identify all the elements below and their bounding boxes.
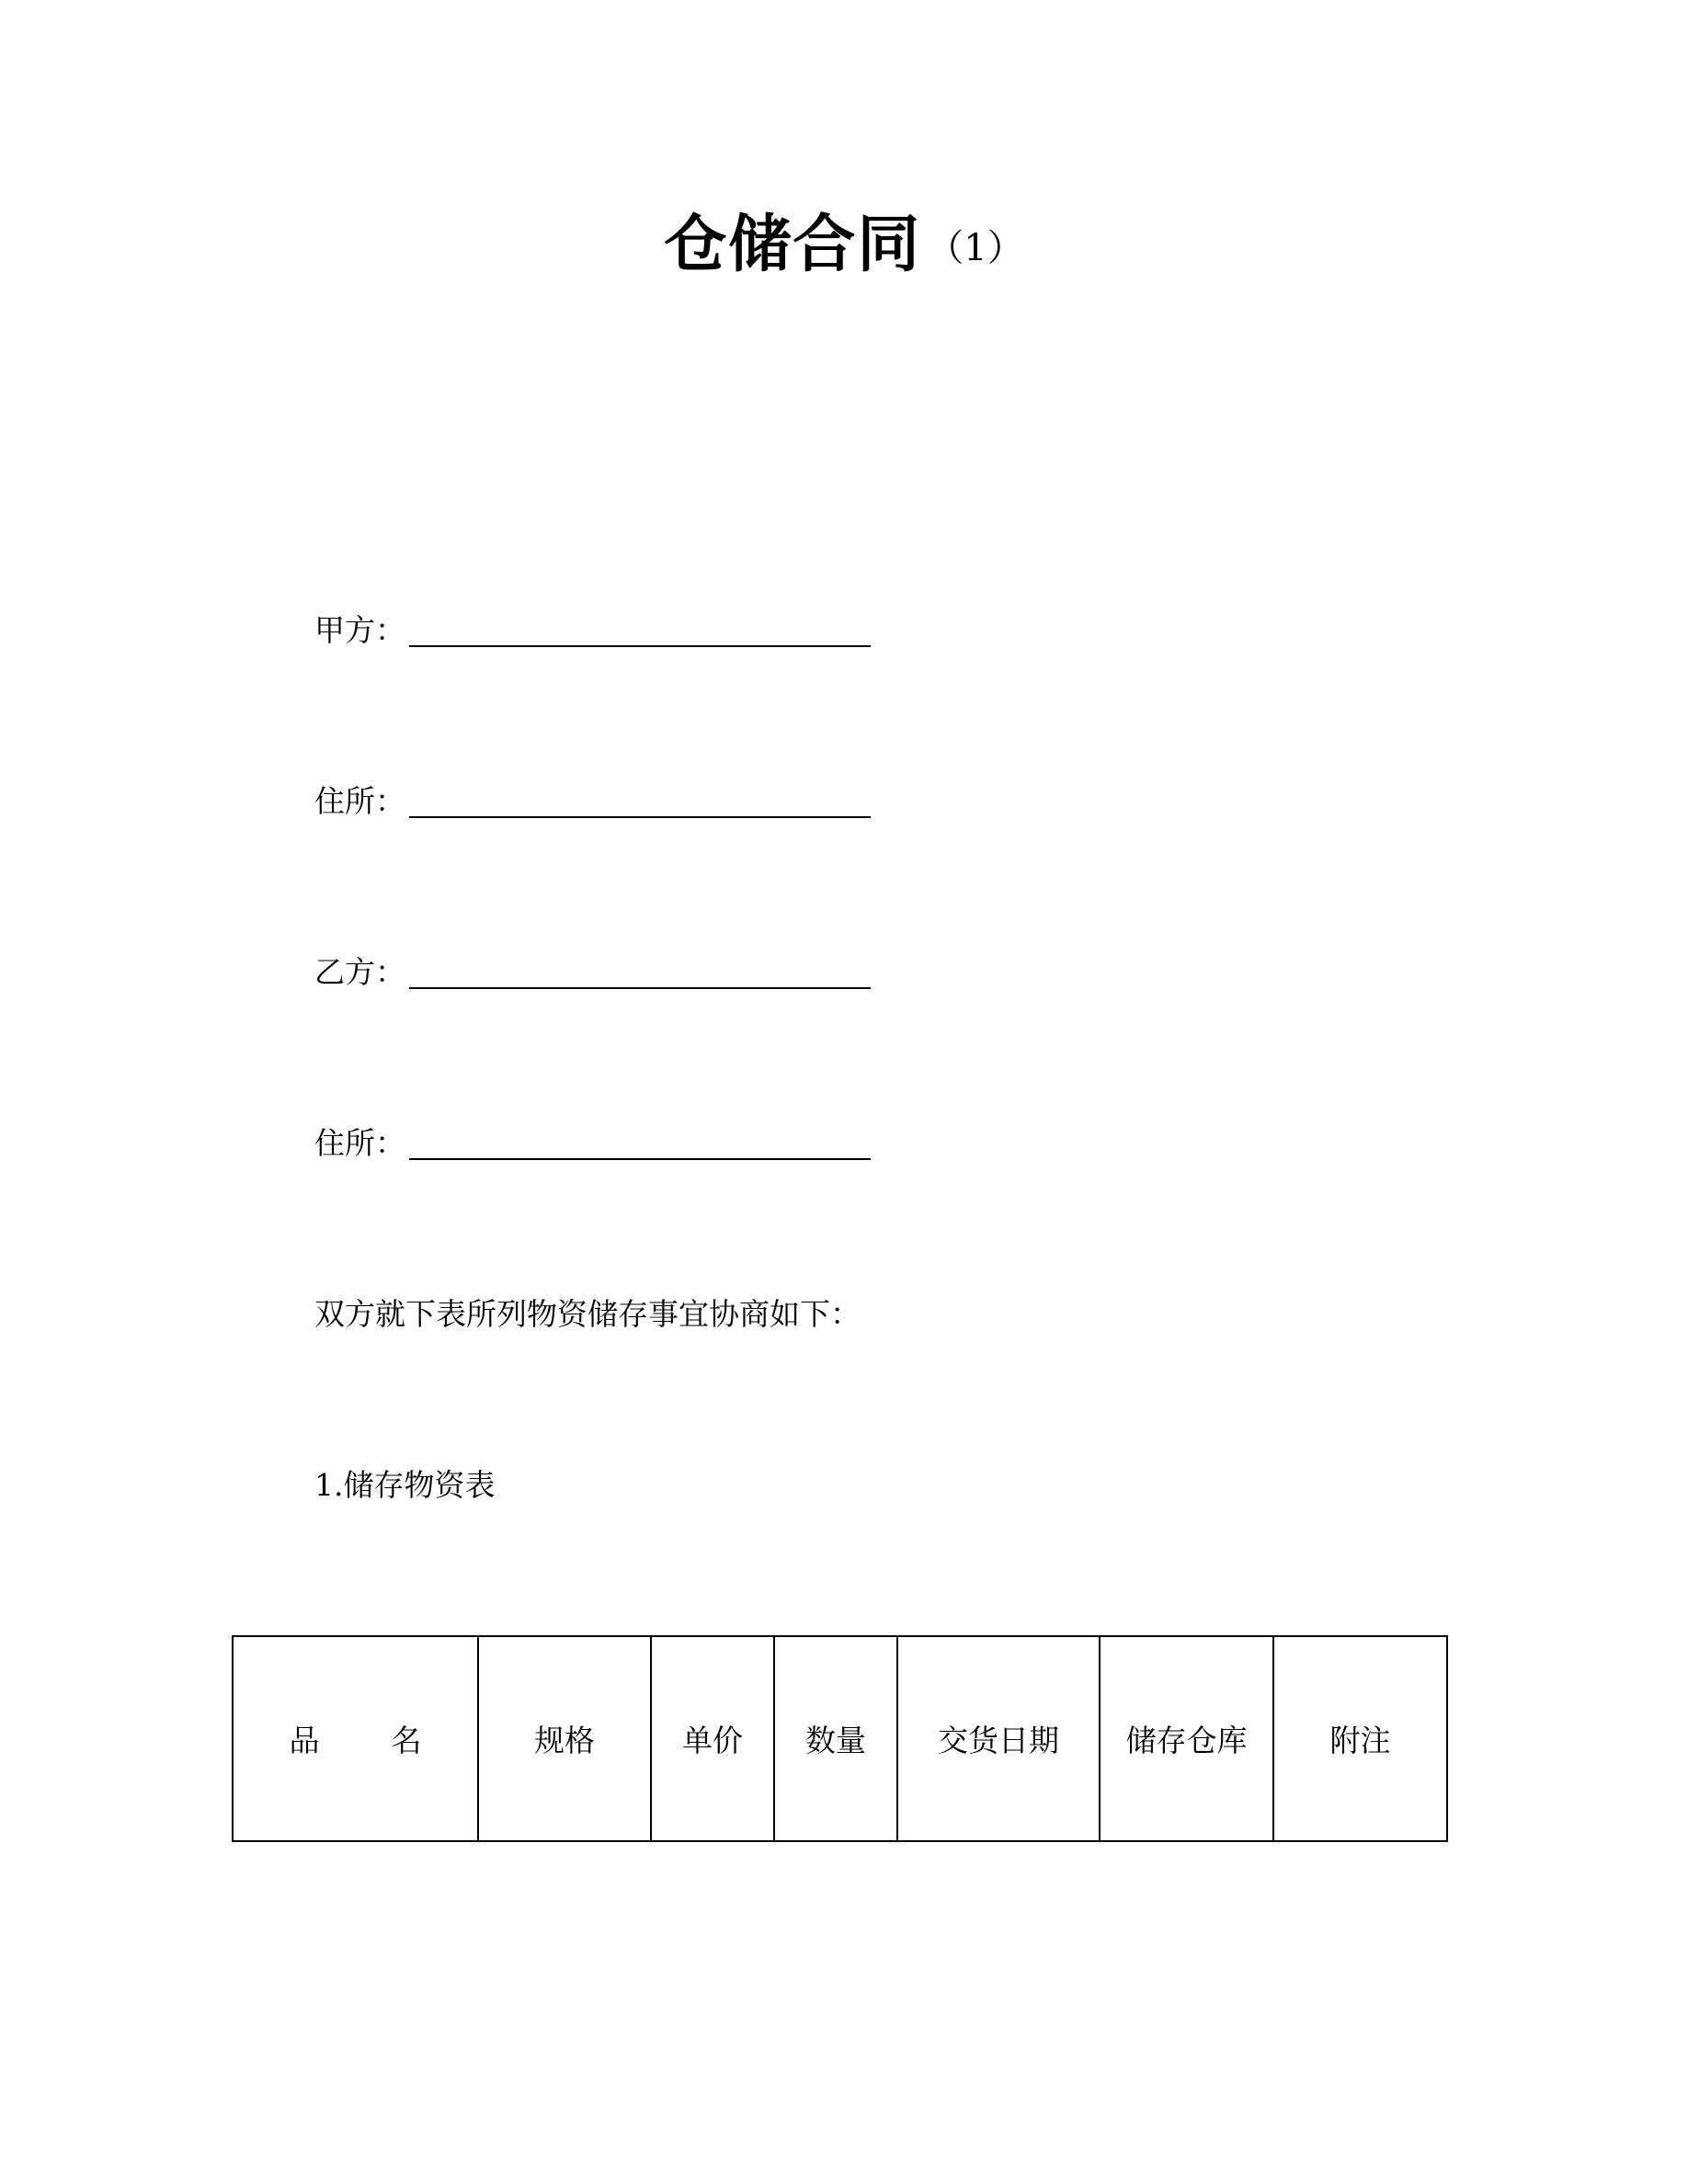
party-a-label: 甲方： [314, 612, 405, 648]
party-b-address-label: 住所： [314, 1125, 405, 1161]
title-suffix: （1） [927, 227, 1024, 269]
storage-goods-table [232, 1635, 1448, 1842]
header-product-name-part1: 品 [289, 1723, 320, 1758]
party-a-field [314, 612, 871, 649]
header-product-name [233, 1636, 478, 1841]
table-header-row [233, 1636, 1447, 1841]
party-a-address-field [314, 783, 871, 820]
section-1-heading: 1.储存物资表 [314, 1467, 496, 1503]
party-b-field [314, 954, 871, 991]
party-b-blank[interactable] [409, 987, 871, 989]
header-product-name-part2: 名 [391, 1723, 422, 1758]
header-storage-warehouse: 储存仓库 [1100, 1636, 1273, 1841]
header-remarks: 附注 [1273, 1636, 1447, 1841]
header-delivery-date: 交货日期 [897, 1636, 1100, 1841]
party-b-label: 乙方： [314, 954, 405, 990]
document-title [0, 195, 1688, 284]
header-unit-price: 单价 [651, 1636, 774, 1841]
title-main: 仓储合同 [664, 209, 922, 281]
party-b-address-field [314, 1125, 871, 1162]
header-specification: 规格 [478, 1636, 651, 1841]
intro-paragraph: 双方就下表所列物资储存事宜协商如下： [314, 1296, 861, 1332]
party-a-blank[interactable] [409, 645, 871, 647]
party-b-address-blank[interactable] [409, 1158, 871, 1160]
header-quantity: 数量 [774, 1636, 897, 1841]
party-a-address-blank[interactable] [409, 816, 871, 818]
party-a-address-label: 住所： [314, 783, 405, 819]
